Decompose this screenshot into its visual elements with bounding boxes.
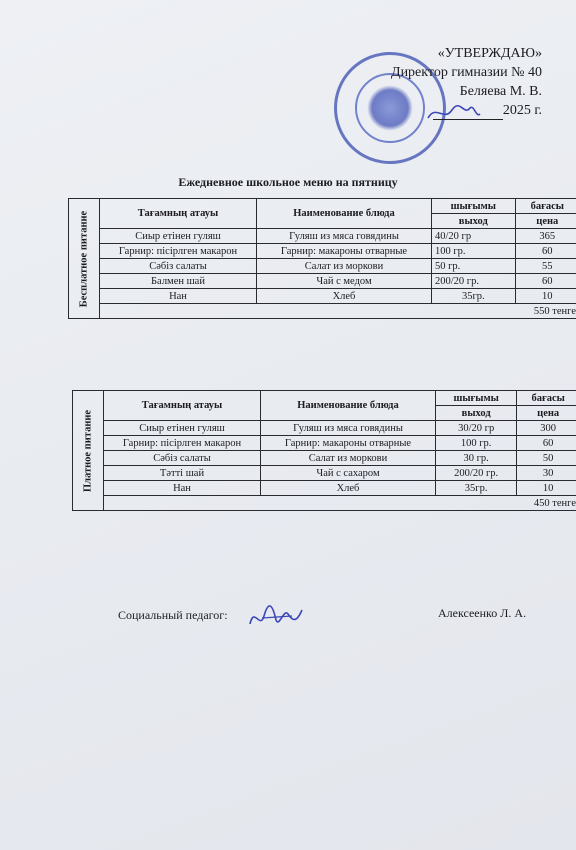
header-yield-ru: выход xyxy=(432,214,516,229)
table-row: Сиыр етінен гуляш Гуляш из мяса говядины 40/20 гр 365 xyxy=(69,229,576,244)
director-name: Беляева М. В. xyxy=(459,84,542,99)
paid-meal-table xyxy=(72,390,576,511)
approval-date: 2025 г. xyxy=(391,101,542,120)
director-signature xyxy=(424,96,484,130)
table-row: Гарнир: пісірлген макарон Гарнир: макароны отварные 100 гр. 60 xyxy=(69,244,576,259)
table-row: Нан Хлеб 35гр. 10 xyxy=(69,289,576,304)
header-yield-ru: выход xyxy=(436,406,517,421)
header-price-ru: цена xyxy=(517,406,576,421)
pedagogue-name: Алексеенко Л. А. xyxy=(438,606,527,620)
header-price-kz: бағасы xyxy=(515,199,576,214)
header-price-ru: цена xyxy=(515,214,576,229)
header-yield-kz: шығымы xyxy=(432,199,516,214)
table-row: Тәтті шай Чай с сахаром 200/20 гр. 30 xyxy=(73,466,576,481)
header-name-kz: Тағамның атауы xyxy=(100,199,257,229)
table-row: Сәбіз салаты Салат из моркови 30 гр. 50 xyxy=(73,451,576,466)
free-meal-side-label: Бесплатное питание xyxy=(69,199,100,319)
header-name-ru: Наименование блюда xyxy=(257,199,432,229)
table-row: Сәбіз салаты Салат из моркови 50 гр. 55 xyxy=(69,259,576,274)
director-title: Директор гимназии № 40 xyxy=(391,65,542,80)
approve-heading: «УТВЕРЖДАЮ» xyxy=(437,46,542,61)
header-name-ru: Наименование блюда xyxy=(261,391,436,421)
table-row: Сиыр етінен гуляш Гуляш из мяса говядины 30/20 гр 300 xyxy=(73,421,576,436)
header-name-kz: Тағамның атауы xyxy=(104,391,261,421)
table-row: Балмен шай Чай с медом 200/20 гр. 60 xyxy=(69,274,576,289)
free-total: 550 тенге xyxy=(100,304,576,319)
paid-total: 450 тенге xyxy=(104,496,576,511)
document-title: Ежедневное школьное меню на пятницу xyxy=(178,175,398,189)
pedagogue-signature xyxy=(246,594,306,634)
free-meal-table xyxy=(68,198,576,319)
table-row: Гарнир: пісірлген макарон Гарнир: макароны отварные 100 гр. 60 xyxy=(73,436,576,451)
header-price-kz: бағасы xyxy=(517,391,576,406)
table-row: Нан Хлеб 35гр. 10 xyxy=(73,481,576,496)
social-pedagogue-label: Социальный педагог: xyxy=(118,608,228,622)
paid-meal-side-label: Платное питание xyxy=(73,391,104,511)
header-yield-kz: шығымы xyxy=(436,391,517,406)
